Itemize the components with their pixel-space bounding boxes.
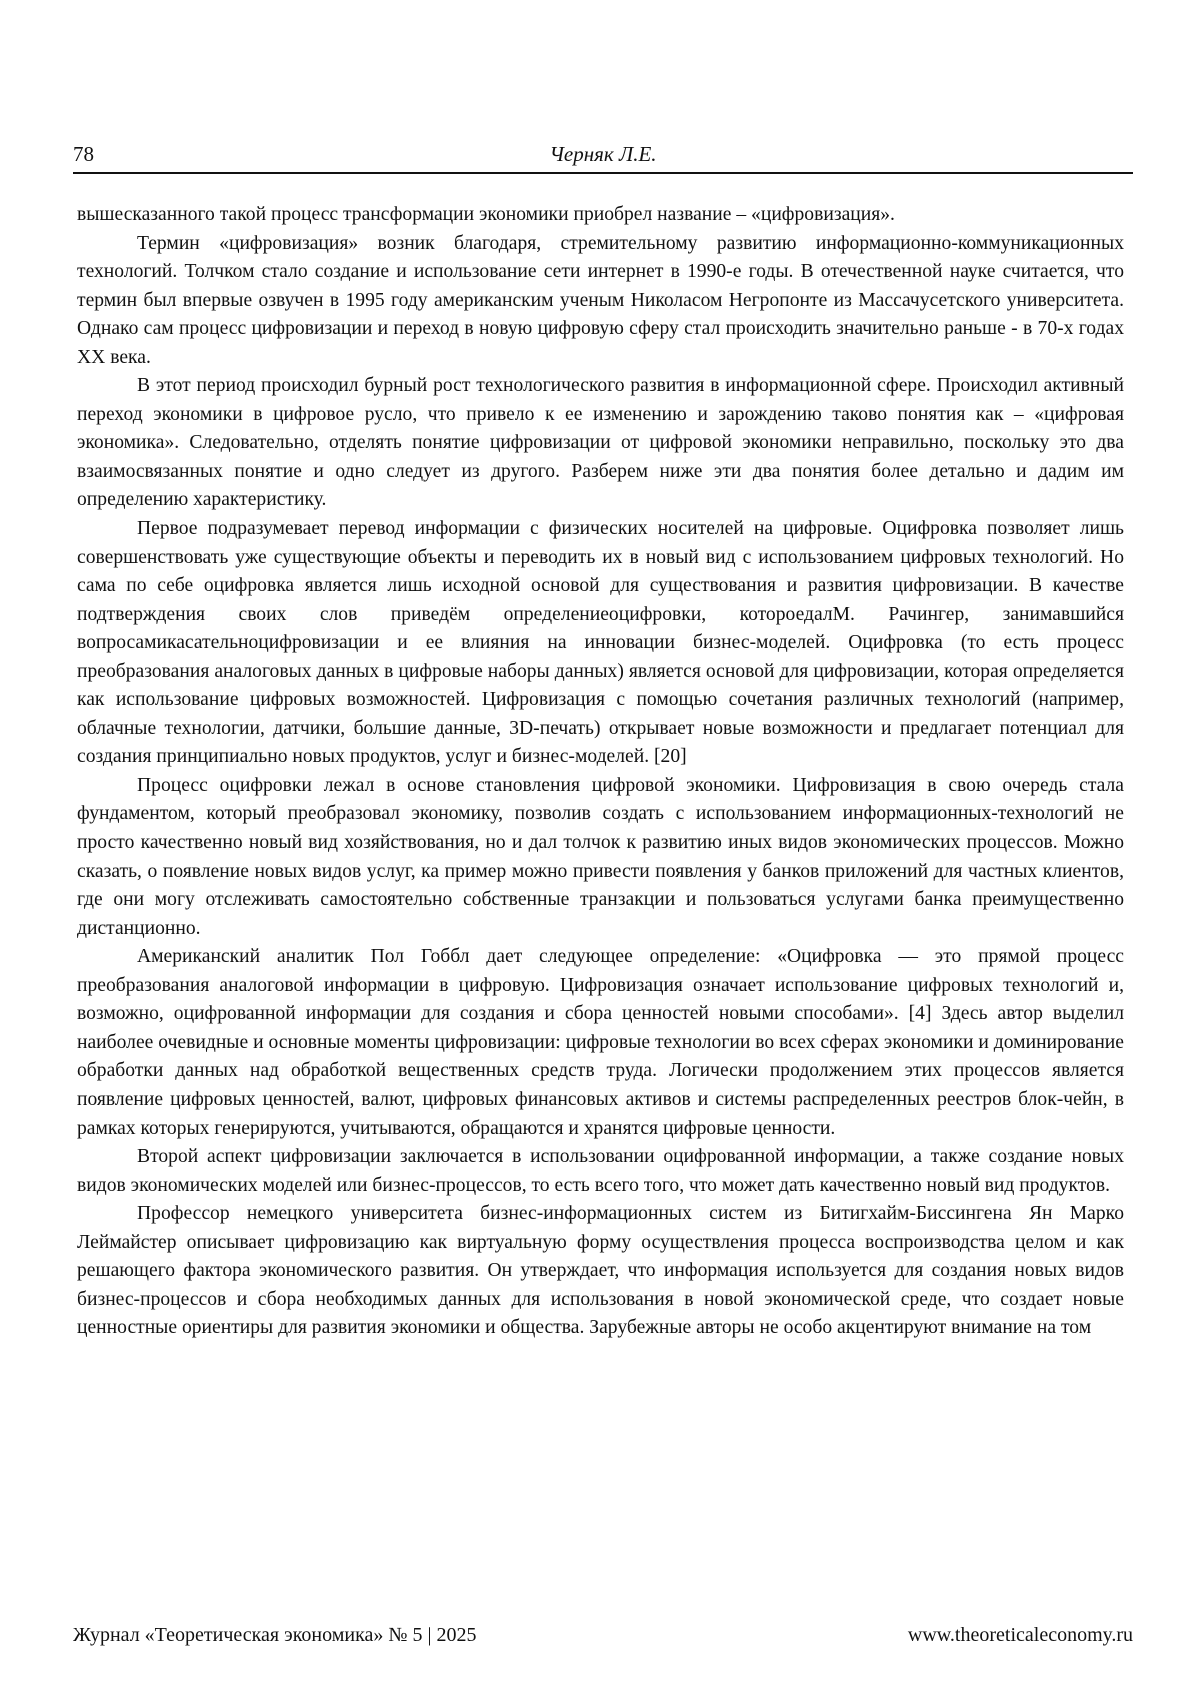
paragraph: В этот период происходил бурный рост технологического развития в информационной сфере. Происходил активный переход экономики в цифровое русло, что привело к ее изменению и зарождению таково понятия как – «цифровая экономика». Следовательно, отделять понятие цифровизации от цифровой экономики неправильно, поскольку это два взаимосвязанных понятие и одно следует из другого. Разберем ниже эти два понятия более детально и дадим им определению характеристику.: [77, 372, 1124, 515]
page-number: 78: [73, 142, 94, 167]
journal-website: www.theoreticaleconomy.ru: [908, 1624, 1133, 1647]
page-header: [73, 142, 1133, 174]
paragraph: Профессор немецкого университета бизнес-информационных систем из Битигхайм-Биссингена Ян Марко Леймайстер описывает цифровизацию как виртуальную форму осуществления процесса воспроизводства целом и как решающего фактора экономического развития. Он утверждает, что информация используется для создания новых видов бизнес-процессов и сбора необходимых данных для использования в новой экономической среде, что создает новые ценностные ориентиры для развития экономики и общества. Зарубежные авторы не особо акцентируют внимание на том: [77, 1200, 1124, 1343]
paragraph: Термин «цифровизация» возник благодаря, стремительному развитию информационно-коммуникационных технологий. Толчком стало создание и использование сети интернет в 1990-е годы. В отечественной науке считается, что термин был впервые озвучен в 1995 году американским ученым Николасом Негропонте из Массачусетского университета. Однако сам процесс цифровизации и переход в новую цифровую сферу стал происходить значительно раньше - в 70-х годах ХХ века.: [77, 230, 1124, 373]
paragraph: Американский аналитик Пол Гоббл дает следующее определение: «Оцифровка — это прямой процесс преобразования аналоговой информации в цифровую. Цифровизация означает использование цифровых технологий и, возможно, оцифрованной информации для создания и сбора ценностей новыми способами». [4] Здесь автор выделил наиболее очевидные и основные моменты цифровизации: цифровые технологии во всех сферах экономики и доминирование обработки данных над обработкой вещественных средств труда. Логически продолжением этих процессов является появление цифровых ценностей, валют, цифровых финансовых активов и системы распределенных реестров блок-чейн, в рамках которых генерируются, учитываются, обращаются и хранятся цифровые ценности.: [77, 943, 1124, 1143]
journal-page: [0, 0, 1200, 1697]
paragraph: Второй аспект цифровизации заключается в использовании оцифрованной информации, а также создание новых видов экономических моделей или бизнес-процессов, то есть всего того, что может дать качественно новый вид продуктов.: [77, 1143, 1124, 1200]
paragraph: вышесказанного такой процесс трансформации экономики приобрел название – «цифровизация».: [77, 201, 1124, 230]
page-footer: [73, 1624, 1133, 1652]
paragraph: Процесс оцифровки лежал в основе становления цифровой экономики. Цифровизация в свою очередь стала фундаментом, который преобразовал экономику, позволив создать с использованием информационных-технологий не просто качественно новый вид хозяйствования, но и дал толчок к развитию иных видов экономических процессов. Можно сказать, о появление новых видов услуг, ка пример можно привести появления у банков приложений для частных клиентов, где они могу отслеживать самостоятельно собственные транзакции и пользоваться услугами банка преимущественно дистанционно.: [77, 772, 1124, 943]
running-head-author: Черняк Л.Е.: [73, 142, 1133, 167]
paragraph: Первое подразумевает перевод информации с физических носителей на цифровые. Оцифровка позволяет лишь совершенствовать уже существующие объекты и переводить их в новый вид с использованием цифровых технологий. Но сама по себе оцифровка является лишь исходной основой для существования и развития цифровизации. В качестве подтверждения своих слов приведём определениеоцифровки, котороедалМ. Рачингер, занимавшийся вопросамикасательноцифровизации и ее влияния на инновации бизнес-моделей. Оцифровка (то есть процесс преобразования аналоговых данных в цифровые наборы данных) является основой для цифровизации, которая определяется как использование цифровых возможностей. Цифровизация с помощью сочетания различных технологий (например, облачные технологии, датчики, большие данные, 3D-печать) открывает новые возможности и предлагает потенциал для создания принципиально новых продуктов, услуг и бизнес-моделей. [20]: [77, 515, 1124, 772]
article-body: [77, 201, 1124, 1343]
journal-issue: Журнал «Теоретическая экономика» № 5 | 2025: [73, 1624, 476, 1647]
